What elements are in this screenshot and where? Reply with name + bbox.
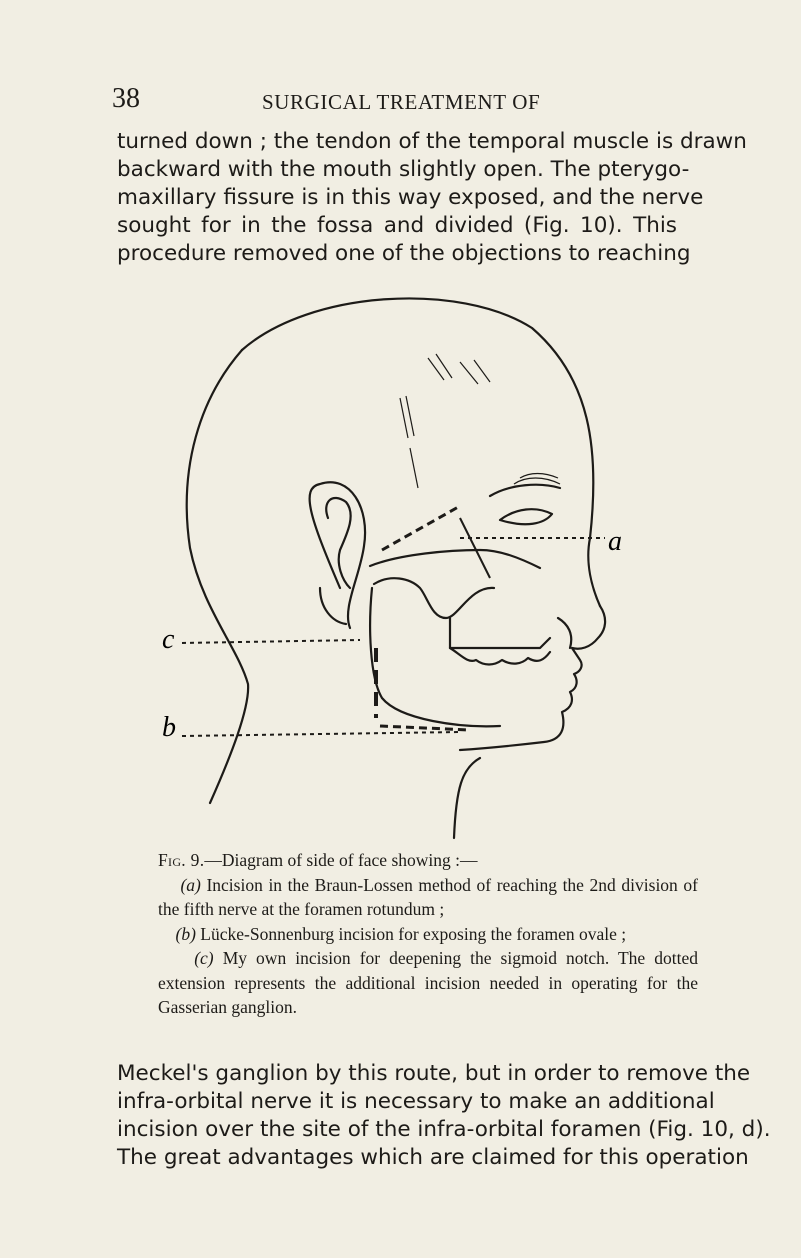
zygomatic-arch bbox=[370, 550, 540, 568]
teeth-row bbox=[450, 648, 550, 665]
body-text-bottom bbox=[117, 1060, 771, 1172]
incision-b-line bbox=[182, 732, 460, 736]
face-profile bbox=[460, 606, 605, 750]
ear-lobe bbox=[320, 588, 346, 624]
caption-item-c-text: My own incision for deepening the sigmoid notch. The dotted extension represents the additional incision needed in operating for the Gasserian ganglion. bbox=[158, 948, 698, 1017]
caption-fig-ref: Fig. 9. bbox=[158, 850, 205, 870]
caption-item-c-letter: (c) bbox=[194, 948, 214, 968]
ear-inner bbox=[326, 498, 350, 588]
ear-outline bbox=[310, 482, 365, 628]
caption-item-c bbox=[158, 946, 698, 1020]
mandible-notch bbox=[374, 578, 494, 618]
caption-title bbox=[158, 848, 698, 873]
body-line: backward with the mouth slightly open. The pterygo- bbox=[117, 157, 690, 182]
neck-front bbox=[454, 758, 480, 838]
body-line: sought for in the fossa and divided (Fig. 10). This bbox=[117, 213, 677, 238]
figure-label-b: b bbox=[162, 712, 176, 743]
figure-caption bbox=[158, 848, 698, 1020]
incision-lower-dashed bbox=[380, 726, 470, 730]
body-text-top bbox=[117, 128, 747, 268]
caption-item-b bbox=[158, 922, 698, 947]
incision-diagonal-dashed bbox=[382, 506, 460, 550]
head-outline bbox=[242, 298, 600, 606]
body-line: The great advantages which are claimed for this operation bbox=[117, 1145, 749, 1170]
body-line: turned down ; the tendon of the temporal muscle is drawn bbox=[117, 129, 747, 154]
caption-item-a-letter: (a) bbox=[180, 874, 201, 895]
body-line: procedure removed one of the objections to reaching bbox=[117, 241, 691, 266]
page-number: 38 bbox=[112, 83, 140, 114]
body-line: maxillary fissure is in this way exposed, and the nerve bbox=[117, 185, 704, 210]
body-line: infra-orbital nerve it is necessary to make an additional bbox=[117, 1089, 715, 1114]
face-diagram-drawing bbox=[160, 288, 640, 848]
mandible-ramus bbox=[370, 588, 500, 726]
eye-lid bbox=[500, 509, 552, 524]
caption-item-b-text: Lücke-Sonnenburg incision for exposing the foramen ovale ; bbox=[195, 923, 627, 944]
incision-c-line bbox=[182, 640, 360, 643]
maxilla-outline bbox=[450, 618, 550, 648]
caption-item-b-letter: (b) bbox=[175, 923, 196, 944]
figure-label-c: c bbox=[162, 624, 175, 655]
caption-title-text: —Diagram of side of face showing :— bbox=[204, 850, 478, 870]
caption-item-a bbox=[158, 873, 698, 922]
figure-label-a: a bbox=[608, 526, 622, 557]
eye-brow bbox=[490, 485, 560, 496]
face-diagram-figure bbox=[160, 288, 640, 848]
body-line: Meckel's ganglion by this route, but in order to remove the bbox=[117, 1061, 751, 1086]
running-head: SURGICAL TREATMENT OF bbox=[262, 90, 541, 114]
incision-oblique-a bbox=[460, 518, 490, 578]
body-line: incision over the site of the infra-orbital foramen (Fig. 10, d). bbox=[117, 1117, 771, 1142]
caption-item-a-text: Incision in the Braun-Lossen method of reaching the 2nd division of the fifth nerve at the foramen rotundum ; bbox=[158, 874, 698, 919]
lips bbox=[558, 618, 571, 648]
